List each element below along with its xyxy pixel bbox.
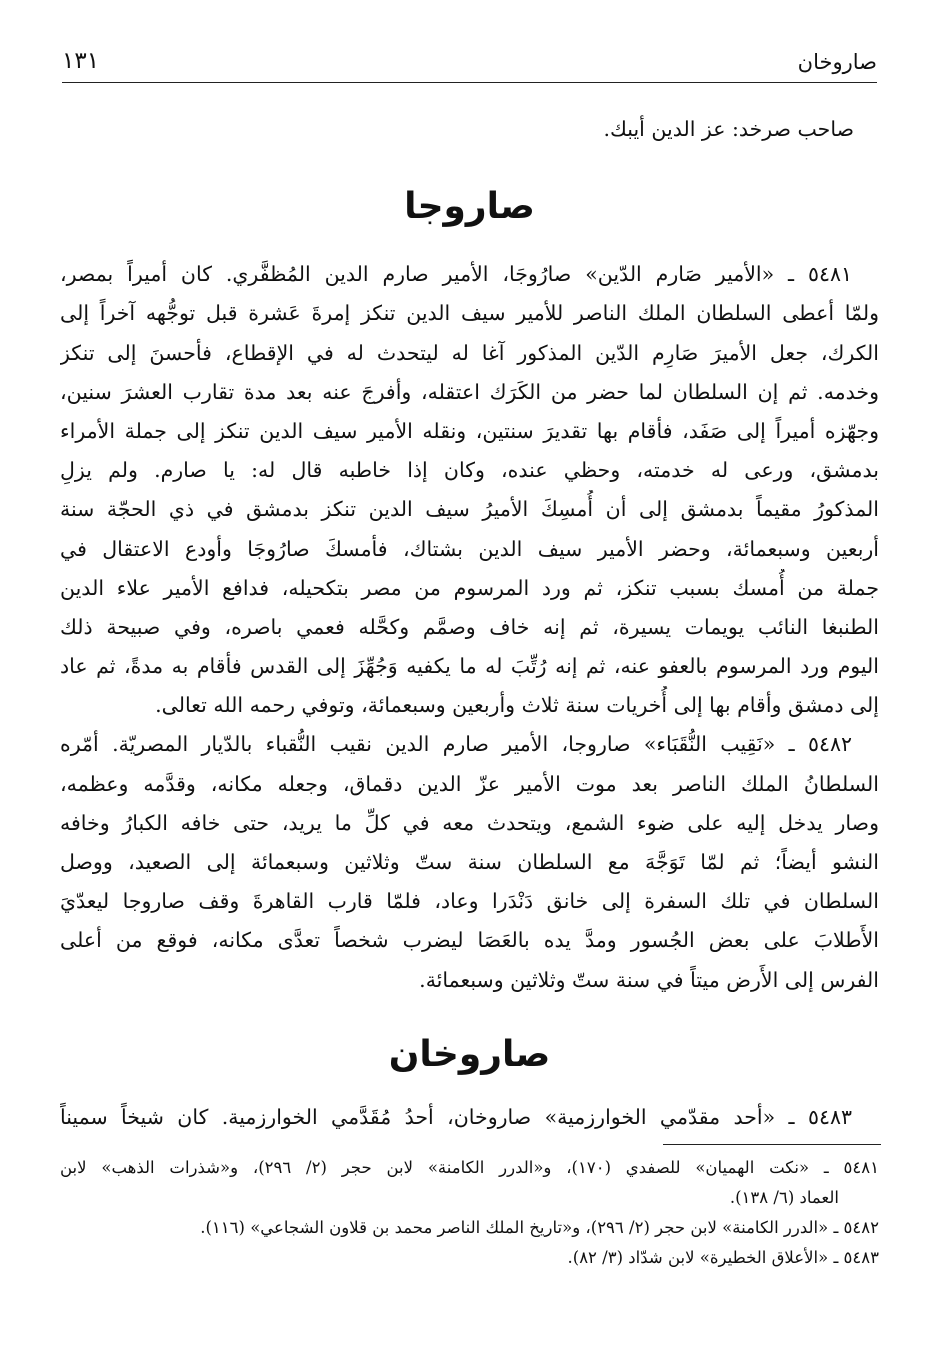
main-text (60, 110, 879, 1137)
entry-5483-line-1: ٥٤٨٣ ـ «أحد مقدّمي الخوارزمية» صاروخان، أحدُ مُقَدَّمي الخوارزمية. كان شيخاً سميناً (60, 1104, 852, 1129)
entry-5481-line-3: الكرك، جعل الأميرَ صَارِم الدّين المذكور آغا له ليتحدث له في الإقطاع، فأحسنَ إلى تنكز (60, 340, 879, 365)
entry-5481-line-5: وجهّزه أميراً إلى صَفَد، فأقام بها تقديرَ سنتين، ونقله الأمير سيف الدين تنكز إلى جملة الأمراء (60, 418, 879, 443)
running-header (62, 42, 877, 83)
entry-5481-line-6: بدمشق، ورعى له خدمته، وحظي عنده، وكان إذا خاطبه قال له: يا صارم. ولم يزلِ (60, 458, 879, 483)
entry-5481-line-9: جملة من أُمسك بسبب تنكز، ثم ورد المرسوم من مصر بتكحيله، فدافع الأمير علاء الدين (60, 575, 879, 600)
entry-5482-line-3: وصار يدخل إليه على ضوء الشمع، ويتحدث معه في كلِّ ما يريد، حتى خافه الكبارُ وخافه (60, 810, 879, 835)
entry-5481-line-12: إلى دمشق وأقام بها إلى أُخريات سنة ثلاث وأربعين وسبعمائة، وتوفي رحمه الله تعالى. (155, 693, 879, 718)
entry-5482-line-1: ٥٤٨٢ ـ «نَقِيب النُّقَبَاء» صاروجا، الأمير صارم الدين نقيب النُّقباء بالدّيار المصريّة. أمّره (60, 732, 852, 757)
footnote-5483: ٥٤٨٣ ـ «الأعلاق الخطيرة» لابن شدّاد (٣/ ٨٢). (567, 1248, 879, 1267)
footnote-5482: ٥٤٨٢ ـ «الدرر الكامنة» لابن حجر (٢/ ٢٩٦)، و«تاريخ الملك الناصر محمد بن قلاون الشجاعي» (١١٦). (200, 1218, 879, 1237)
section-heading-sarouja: صاروجا (404, 186, 535, 228)
entry-5481-line-7: المذكورُ مقيماً بدمشق إلى أن أُمسِكَ الأميرُ سيف الدين تنكز بدمشق في ذي الحجّة سنة (60, 497, 879, 522)
entry-5482 (60, 725, 879, 999)
entry-5481-line-11: اليوم ورد المرسوم بالعفو عنه، ثم إنه رُتِّبَ له ما يكفيه وَجُهِّزَ إلى القدس فأقام به مدةً، ثم عاد (60, 654, 879, 679)
section-heading-sarukhan: صاروخان (388, 1033, 551, 1075)
entry-5481 (60, 255, 879, 725)
entry-5482-line-5: السلطان في تلك السفرة إلى خانق دَنْدَرا وعاد، فلمّا قارب القاهرةَ وقف صاروجا ليعدّيَ (60, 889, 879, 914)
page-number: ١٣١ (62, 48, 100, 74)
entry-5482-line-4: النشو أيضاً؛ ثم لمّا تَوَجَّهَ مع السلطان سنة ستّ وثلاثين وسبعمائة إلى الصعيد، ووصل (60, 850, 879, 874)
entry-5481-line-4: وخدمه. ثم إن السلطان لما حضر من الكَرَك اعتقله، وأفرجَ عنه بعد مدة تقارب العشرَ سنين، (60, 379, 879, 404)
entry-5482-line-6: الأَطلابَ على بعض الجُسور ومدَّ يده بالعَصَا ليضرب شخصاً تعدَّى مكانه، فوقع من أعلى (60, 928, 879, 953)
entry-5482-line-7: الفرس إلى الأَرض ميتاً في سنة ستّ وثلاثين وسبعمائة. (419, 967, 879, 992)
entry-5481-line-1: ٥٤٨١ ـ «الأمير صَارم الدّين» صارُوجَا، الأمير صارم الدين المُظفَّري. كان أميراً بمصر، (60, 262, 852, 287)
footnote-5481-line-2: العماد (٦/ ١٣٨). (729, 1188, 839, 1207)
entry-5482-line-2: السلطانُ الملك الناصر بعد موت الأمير عزّ الدين دقماق، وجعله مكانه، وقدَّمه وعظمه، (60, 771, 879, 796)
footnotes (60, 1153, 879, 1273)
intro-line: صاحب صرخد: عز الدين أيبك. (603, 117, 854, 141)
running-title: صاروخان (797, 50, 877, 74)
entry-5481-line-10: الطنبغا النائب يويمات يسيرة، ثم إنه خاف وصمَّم وكحَّله فعمي باصره، وفي صبيحة ذلك (60, 614, 879, 639)
footnote-5481-line-1: ٥٤٨١ ـ «نكت الهميان» للصفدي (١٧٠)، و«الدرر الكامنة» لابن حجر (٢/ ٢٩٦)، و«شذرات الذهب» لابن (60, 1158, 879, 1177)
entry-5481-line-8: أربعين وسبعمائة، وحضر الأمير سيف الدين بشتاك، فأمسكَ صارُوجَا وأودع الاعتقال في (60, 536, 879, 561)
footnote-rule (663, 1144, 881, 1145)
entry-5481-line-2: ولمّا أعطى السلطان الملك الناصر للأمير سيف الدين تنكز إمرةَ عَشرة قبل توجُّهه آخراً إلى (60, 301, 879, 326)
